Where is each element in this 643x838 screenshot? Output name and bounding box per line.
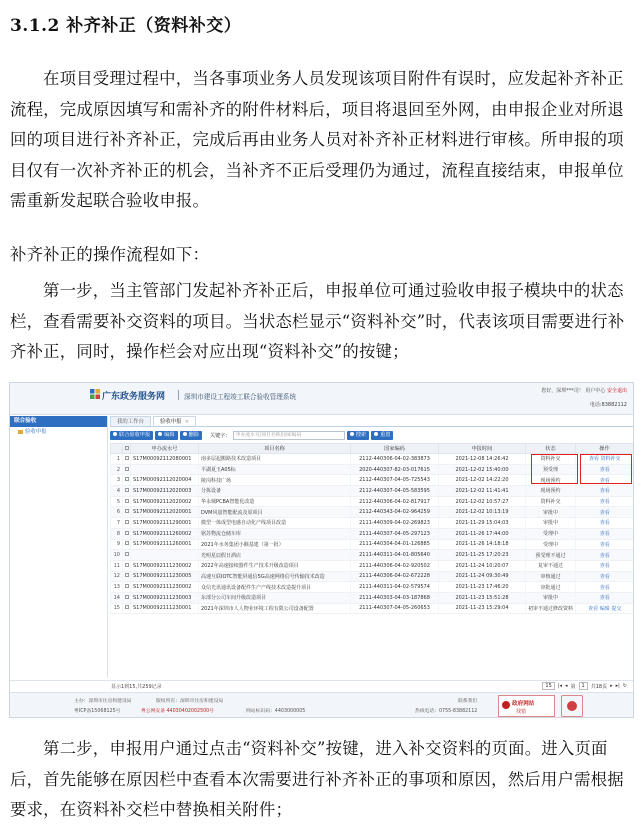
gov-site-badge[interactable]	[498, 695, 555, 717]
row-serial: S17M00092112020001	[131, 507, 199, 518]
tab-bar	[110, 416, 633, 427]
header-phone: 电话:83882112	[589, 402, 627, 408]
footer-copyright: 版权所有：深圳市住房和建设局	[156, 699, 224, 704]
checkbox[interactable]	[125, 520, 129, 524]
row-operation[interactable]: 查看	[576, 539, 634, 550]
row-operation[interactable]: 查看 资料补交	[576, 454, 634, 465]
row-time: 2021-11-23 17:46:20	[439, 582, 526, 593]
table-row[interactable]	[111, 507, 634, 518]
first-page-icon[interactable]: |◂	[557, 683, 562, 689]
row-operation[interactable]: 查看	[576, 571, 634, 582]
table-row[interactable]	[111, 571, 634, 582]
row-time: 2021-12-02 10:13:19	[439, 507, 526, 518]
footer-icp[interactable]: 粤ICP备15068125号	[74, 709, 121, 714]
paragraph-step-two: 第二步，申报用户通过点击“资料补交”按键，进入补交资料的页面。进入页面后，首先能够在原因栏中查看本次需要进行补齐补正的事项和原因，然后用户需根据要求，在资料补交栏中替换相关附件；	[10, 739, 624, 819]
row-time: 2021-11-24 10:20:07	[439, 560, 526, 571]
footer-police[interactable]: 粤公网安备 44030402002500号	[141, 709, 215, 714]
record-summary: 显示1到15,共259记录	[111, 684, 162, 690]
delete-icon	[183, 432, 187, 436]
row-project-name: 众信光讯通讯设备配件生产产线技术改造提升项目	[199, 582, 351, 593]
sidebar-header[interactable]: 联合验收	[10, 416, 107, 427]
row-serial: S17M00092111230003	[131, 592, 199, 603]
next-page-icon[interactable]: ▸	[610, 683, 613, 689]
table-row[interactable]	[111, 592, 634, 603]
plus-icon	[113, 432, 117, 436]
checkbox[interactable]	[125, 446, 129, 450]
row-operation[interactable]: 查看	[576, 496, 634, 507]
row-project-name: 平湖夏玉A05标	[199, 464, 351, 475]
row-status: 资料补交	[526, 454, 576, 465]
add-application-button[interactable]: 联合验收申报	[110, 431, 153, 440]
footer-hotline: 热线电话：0755-83882112	[415, 709, 478, 714]
row-status: 初审不通过修改资料	[526, 603, 576, 614]
row-code: 2111-440303-04-03-187868	[351, 592, 439, 603]
row-index: 13	[111, 582, 123, 593]
row-checkbox[interactable]	[123, 475, 131, 486]
badge-subtitle: 找错	[516, 709, 527, 715]
row-checkbox[interactable]	[123, 539, 131, 550]
row-project-name: 2021年水务集团小额基建（第一批）	[199, 539, 351, 550]
paragraph-flow-title: 补齐补正的操作流程如下：	[10, 245, 210, 264]
row-project-name: 东部分公司车间升级改造项目	[199, 592, 351, 603]
col-status: 状态	[526, 444, 576, 454]
row-index: 9	[111, 539, 123, 550]
row-serial: S17M00092111260002	[131, 528, 199, 539]
row-time: 2021-11-23 15:51:28	[439, 592, 526, 603]
col-serial: 申办流水号	[131, 444, 199, 454]
row-operation[interactable]: 查看	[576, 464, 634, 475]
row-time: 2021-11-26 17:44:00	[439, 528, 526, 539]
title-divider	[178, 390, 179, 400]
page-size-select[interactable]: 15	[542, 682, 554, 690]
row-code: 2112-440306-04-02-817917	[351, 496, 439, 507]
col-select[interactable]	[123, 444, 131, 454]
row-serial: S17M00092112020002	[131, 496, 199, 507]
row-status: 预受理	[526, 464, 576, 475]
toolbar	[110, 429, 633, 441]
row-time: 2021-11-29 15:04:03	[439, 518, 526, 529]
table-row[interactable]	[111, 550, 634, 561]
checkbox[interactable]	[125, 584, 129, 588]
table-row[interactable]	[111, 486, 634, 497]
col-index	[111, 444, 123, 454]
row-serial: S17M00092112080001	[131, 454, 199, 465]
app-footer	[10, 692, 634, 718]
table-row[interactable]	[111, 496, 634, 507]
row-index: 3	[111, 475, 123, 486]
row-code: 2111-440307-04-05-297123	[351, 528, 439, 539]
row-status: 预受理不通过	[526, 550, 576, 561]
page-label: 第	[570, 683, 576, 690]
row-project-name: 高速互联IOTC智能屏通信5G高速网络信号传输技术改造	[199, 571, 351, 582]
row-code: 2111-440304-04-01-126885	[351, 539, 439, 550]
sidebar	[10, 416, 108, 678]
row-serial: S17M00092111230001	[131, 603, 199, 614]
row-time: 2021-11-26 14:18:18	[439, 539, 526, 550]
checkbox[interactable]	[125, 509, 129, 513]
refresh-icon[interactable]: ↻	[622, 683, 627, 689]
party-seal-icon	[561, 695, 583, 717]
search-icon	[350, 432, 354, 436]
row-checkbox[interactable]	[123, 496, 131, 507]
row-status: 审批中	[526, 507, 576, 518]
user-greeting: 您好，深圳***司！ 用户中心	[541, 388, 606, 394]
prev-page-icon[interactable]: ◂	[564, 683, 568, 689]
badge-title: 政府网站	[512, 701, 535, 707]
table-row[interactable]	[111, 539, 634, 550]
table-row[interactable]	[111, 528, 634, 539]
checkbox[interactable]	[125, 595, 129, 599]
main-panel	[110, 416, 633, 678]
checkbox[interactable]	[125, 541, 129, 545]
row-project-name: 微型一体成型电感自动化产线项目改造	[199, 518, 351, 529]
row-operation[interactable]: 查看	[576, 486, 634, 497]
row-checkbox[interactable]	[123, 507, 131, 518]
checkbox[interactable]	[125, 563, 129, 567]
row-checkbox[interactable]	[123, 528, 131, 539]
keyword-label: 关键字：	[209, 432, 231, 439]
row-index: 8	[111, 528, 123, 539]
row-checkbox[interactable]	[123, 571, 131, 582]
edit-button[interactable]: 编辑	[155, 431, 177, 440]
row-status: 受理中	[526, 528, 576, 539]
row-operation[interactable]: 查看	[576, 582, 634, 593]
row-operation[interactable]: 查看	[576, 507, 634, 518]
row-operation[interactable]: 查看 编辑 提交	[576, 603, 634, 614]
row-time: 2021-12-02 10:57:27	[439, 496, 526, 507]
row-code: 2111-440307-04-05-260653	[351, 603, 439, 614]
row-checkbox[interactable]	[123, 518, 131, 529]
table-row[interactable]	[111, 603, 634, 614]
total-pages: 共18页	[590, 683, 608, 690]
embedded-screenshot	[9, 382, 634, 718]
row-index: 15	[111, 603, 123, 614]
checkbox[interactable]	[125, 531, 129, 535]
checkbox[interactable]	[125, 573, 129, 577]
row-time: 2021-11-24 09:30:49	[439, 571, 526, 582]
portal-logo-text: 广东政务服务网	[102, 392, 166, 402]
row-code: 2020-440307-82-03-017615	[351, 464, 439, 475]
row-status: 资料补交	[526, 496, 576, 507]
sidebar-item-acceptance[interactable]	[10, 427, 107, 437]
folder-icon	[18, 430, 23, 434]
table-header	[111, 444, 634, 454]
checkbox[interactable]	[125, 605, 129, 609]
row-status: 审批中	[526, 592, 576, 603]
edit-icon	[158, 432, 162, 436]
row-serial: S17M00092112020004	[131, 475, 199, 486]
row-index: 14	[111, 592, 123, 603]
pager-controls	[542, 682, 627, 690]
paragraph-intro: 在项目受理过程中，当各事项业务人员发现该项目附件有误时，应发起补齐补正流程，完成原因填写和需补齐的附件材料后，项目将退回至外网，由申报企业对所退回的项目进行补齐补正，完成后再由业务人员对补齐补正材料进行审核。所申报的项目仅有一次补齐补正的机会，当补齐不正后受理仍为通过，流程直接结束，申报单位需重新发起联合验收申报。	[10, 69, 624, 210]
row-code: 2111-440311-04-01-805640	[351, 550, 439, 561]
row-code: 2112-440307-04-05-583595	[351, 486, 439, 497]
row-status: 审批中	[526, 518, 576, 529]
checkbox[interactable]	[125, 499, 129, 503]
row-index: 10	[111, 550, 123, 561]
row-serial: S17M00092111290001	[131, 518, 199, 529]
row-operation[interactable]: 查看	[576, 550, 634, 561]
system-title: 深圳市建设工程竣工联合验收管理系统	[184, 393, 297, 401]
sidebar-item-label: 验收申报	[25, 429, 47, 435]
table-row[interactable]	[111, 560, 634, 571]
row-checkbox[interactable]	[123, 454, 131, 465]
footer-host: 主办：深圳市住房和建设局	[74, 699, 132, 704]
section-heading: 3.1.2 补齐补正（资料补交）	[10, 16, 242, 36]
row-index: 6	[111, 507, 123, 518]
row-time: 2021-12-02 14:22:20	[439, 475, 526, 486]
row-index: 12	[111, 571, 123, 582]
row-project-name: 光明星辰假日酒店	[199, 550, 351, 561]
row-status: 现场预约	[526, 475, 576, 486]
row-serial	[131, 464, 199, 475]
row-project-name: 华永城PCBA智能化改造	[199, 496, 351, 507]
row-index: 1	[111, 454, 123, 465]
row-status: 现场预约	[526, 486, 576, 497]
row-index: 4	[111, 486, 123, 497]
checkbox[interactable]	[125, 477, 129, 481]
page-number-input[interactable]: 1	[579, 682, 588, 690]
last-page-icon[interactable]: ▸|	[615, 683, 620, 689]
row-time: 2021-12-02 11:41:41	[439, 486, 526, 497]
row-project-name: 2022年高速接续器件生产技术升级改造项目	[199, 560, 351, 571]
row-code: 2111-440311-04-02-579574	[351, 582, 439, 593]
tab-acceptance[interactable]: 验收申报 ×	[153, 416, 196, 426]
row-project-name: 南多层起搬路技术改造项目	[199, 454, 351, 465]
row-project-name: 陵岗科技广场	[199, 475, 351, 486]
row-checkbox[interactable]	[123, 464, 131, 475]
row-status: 复审不通过	[526, 560, 576, 571]
col-code: 国家编码	[351, 444, 439, 454]
status-highlight-box	[531, 454, 578, 484]
tab-workbench[interactable]: 我的工作台	[110, 416, 151, 426]
row-project-name: 分拣设备	[199, 486, 351, 497]
row-time: 2021-11-25 17:20:23	[439, 550, 526, 561]
col-project: 项目名称	[199, 444, 351, 454]
footer-site-id: 网站标识码：4403000005	[246, 709, 306, 714]
checkbox[interactable]	[125, 467, 129, 471]
row-index: 11	[111, 560, 123, 571]
row-operation[interactable]: 查看	[576, 592, 634, 603]
row-code: 2112-440306-04-02-383873	[351, 454, 439, 465]
row-time: 2021-11-23 15:29:04	[439, 603, 526, 614]
row-serial: S17M00092111230002	[131, 560, 199, 571]
row-project-name: 2021年深圳市人人物业环境工程有限公司设备配置	[199, 603, 351, 614]
keyword-input[interactable]: 申办流水号/项目名称/国家编码	[233, 431, 345, 440]
pagination	[10, 680, 634, 691]
row-checkbox[interactable]	[123, 592, 131, 603]
checkbox[interactable]	[125, 488, 129, 492]
row-checkbox[interactable]	[123, 560, 131, 571]
reset-button[interactable]: 重置	[371, 431, 393, 440]
row-time: 2021-12-08 14:26:42	[439, 454, 526, 465]
paragraph-step-one: 第一步，当主管部门发起补齐补正后，申报单位可通过验收申报子模块中的状态栏，查看需要补交资料的项目。当状态栏显示“资料补交”时，代表该项目需要进行补齐补正，同时，操作栏会对应出现“资料补交”的按键；	[10, 281, 625, 361]
gov-badge-icon	[502, 701, 510, 709]
row-operation[interactable]: 查看	[576, 528, 634, 539]
row-status: 审核通过	[526, 571, 576, 582]
close-icon[interactable]: ×	[184, 419, 190, 425]
table-row[interactable]	[111, 518, 634, 529]
row-project-name: DVM风量智能配流及原项目	[199, 507, 351, 518]
row-code: 2111-440306-04-02-920502	[351, 560, 439, 571]
row-index: 2	[111, 464, 123, 475]
app-header	[10, 383, 634, 415]
row-serial: S17M00092112020003	[131, 486, 199, 497]
row-code: 2111-440306-04-02-672228	[351, 571, 439, 582]
row-checkbox[interactable]	[123, 550, 131, 561]
row-serial: S17M00092111230005	[131, 571, 199, 582]
table-row[interactable]	[111, 582, 634, 593]
checkbox[interactable]	[125, 456, 129, 460]
row-code: 2112-440307-04-05-725543	[351, 475, 439, 486]
col-time: 申报时间	[439, 444, 526, 454]
row-time: 2021-12-02 15:40:00	[439, 464, 526, 475]
row-status: 审批通过	[526, 582, 576, 593]
row-project-name: 铭苏物流仓储车库	[199, 528, 351, 539]
delete-button[interactable]: 删除	[180, 431, 202, 440]
gov-logo-icon	[90, 389, 100, 399]
user-info	[541, 387, 627, 394]
col-operation: 操作	[576, 444, 634, 454]
row-checkbox[interactable]	[123, 603, 131, 614]
row-checkbox[interactable]	[123, 486, 131, 497]
row-index: 5	[111, 496, 123, 507]
row-checkbox[interactable]	[123, 582, 131, 593]
row-code: 2111-440309-04-02-269823	[351, 518, 439, 529]
row-operation[interactable]: 查看	[576, 518, 634, 529]
row-operation[interactable]: 查看	[576, 475, 634, 486]
row-status: 受理中	[526, 539, 576, 550]
row-operation[interactable]: 查看	[576, 560, 634, 571]
search-button[interactable]: 搜索	[347, 431, 369, 440]
operation-highlight-box	[580, 454, 632, 484]
checkbox[interactable]	[125, 552, 129, 556]
row-serial: S17M00092111260001	[131, 539, 199, 550]
row-index: 7	[111, 518, 123, 529]
row-code: 2112-440343-04-02-964259	[351, 507, 439, 518]
row-serial	[131, 550, 199, 561]
logout-link[interactable]: 安全退出	[606, 388, 627, 394]
row-serial: S17M00092111230002	[131, 582, 199, 593]
reset-icon	[374, 432, 378, 436]
footer-contact[interactable]: 联系我们	[458, 699, 478, 704]
